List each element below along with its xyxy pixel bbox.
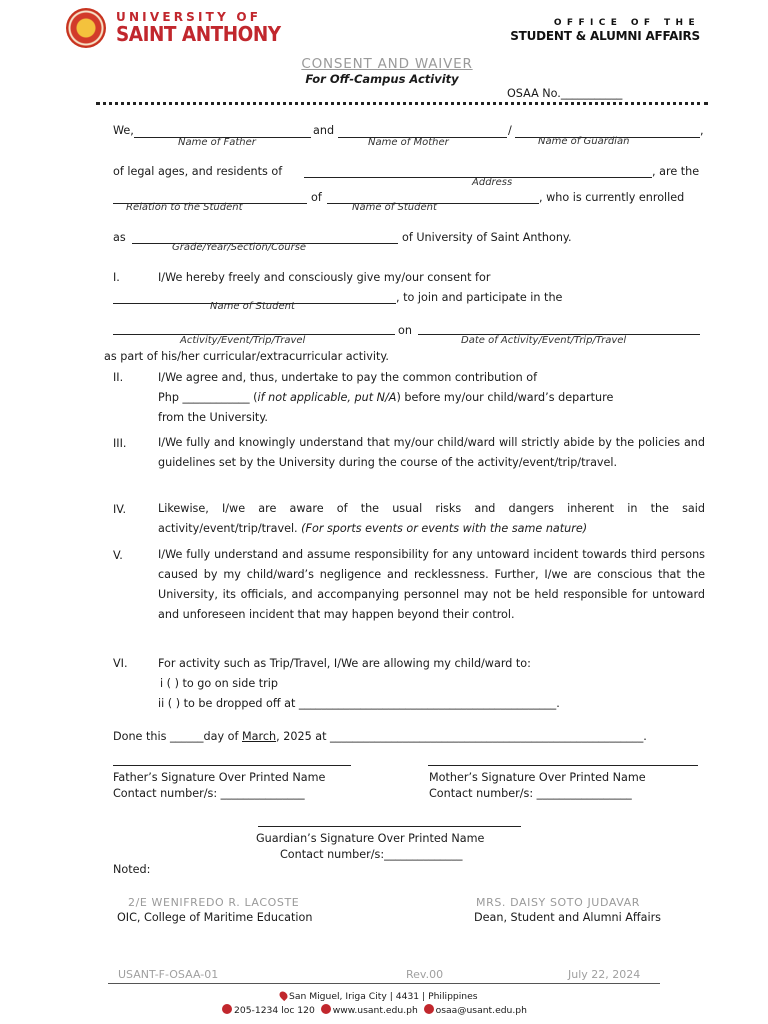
university-prefix: UNIVERSITY OF	[116, 10, 262, 24]
caption-father: Name of Father	[178, 137, 256, 148]
guardian-signature-label: Guardian’s Signature Over Printed Name	[256, 832, 485, 845]
done-suffix: , 2025 at ________________________________________________________.	[276, 730, 647, 743]
noted-left-title: OIC, College of Maritime Education	[117, 911, 313, 924]
university-seal-icon	[66, 8, 106, 48]
section-1-caption-student: Name of Student	[210, 301, 295, 312]
document-title: CONSENT AND WAIVER	[301, 56, 473, 72]
section-2-line-2	[158, 391, 705, 404]
father-signature-label: Father’s Signature Over Printed Name	[113, 771, 326, 784]
intro-are-the: , are the	[652, 165, 700, 178]
section-2-line-3: from the University.	[158, 411, 268, 424]
section-2-php: Php ____________ (	[158, 391, 258, 404]
form-code: USANT-F-OSAA-01	[118, 968, 219, 981]
intro-currently-enrolled: , who is currently enrolled	[539, 191, 685, 204]
mother-signature-line[interactable]	[428, 765, 698, 766]
father-signature-line[interactable]	[113, 765, 351, 766]
caption-address: Address	[472, 177, 513, 188]
caption-activity-date: Date of Activity/Event/Trip/Travel	[461, 335, 627, 346]
section-1-part-of: as part of his/her curricular/extracurricular activity.	[104, 350, 389, 363]
location-pin-icon	[278, 990, 289, 1001]
footer-divider	[108, 983, 660, 984]
section-6-text: For activity such as Trip/Travel, I/We are allowing my child/ward to:	[158, 657, 531, 670]
caption-mother: Name of Mother	[368, 137, 449, 148]
intro-legal-ages: of legal ages, and residents of	[113, 165, 283, 178]
section-3-text: I/We fully and knowingly understand that my/our child/ward will strictly abide by the policies and guidelines set by the University during the course of the activity/event/trip/travel.	[158, 436, 705, 469]
section-1-on: on	[398, 324, 412, 337]
section-6-option-1[interactable]: i ( ) to go on side trip	[160, 677, 278, 690]
form-revision: Rev.00	[406, 968, 444, 981]
guardian-contact: Contact number/s:______________	[280, 848, 463, 861]
section-2-na: if not applicable, put N/A	[257, 391, 397, 404]
globe-icon	[321, 1004, 331, 1014]
father-contact: Contact number/s: _______________	[113, 787, 305, 800]
footer-email[interactable]: osaa@usant.edu.ph	[435, 1005, 527, 1016]
office-name: STUDENT & ALUMNI AFFAIRS	[510, 29, 700, 43]
mother-contact: Contact number/s: _________________	[429, 787, 632, 800]
osaa-number: OSAA No.___________	[507, 87, 623, 100]
section-4-italic: (For sports events or events with the same nature)	[301, 522, 588, 535]
section-5-text: I/We fully understand and assume responsibility for any untoward incident towards third persons caused by my child/ward’s negligence and recklessness. Further, I/we are conscious that the University, its officials, and accompanying personnel may not be held responsible for untoward and unforeseen incident that may happen beyond their control.	[158, 548, 705, 621]
office-prefix: OFFICE OF THE	[553, 18, 700, 28]
section-2-rest: ) before my/our child/ward’s departure	[396, 391, 614, 404]
document-subtitle: For Off-Campus Activity	[305, 72, 459, 86]
mother-signature-label: Mother’s Signature Over Printed Name	[429, 771, 646, 784]
caption-grade: Grade/Year/Section/Course	[172, 242, 307, 253]
section-4-number: IV.	[113, 503, 127, 516]
intro-as: as	[113, 231, 126, 244]
section-1-number: I.	[113, 271, 120, 284]
form-date: July 22, 2024	[568, 968, 641, 981]
done-prefix: Done this ______day of	[113, 730, 242, 743]
noted-left-name: 2/E WENIFREDO R. LACOSTE	[128, 896, 300, 909]
intro-slash: /	[508, 124, 512, 137]
caption-student: Name of Student	[352, 202, 437, 213]
section-2-line-1: I/We agree and, thus, undertake to pay the common contribution of	[158, 371, 538, 384]
email-icon	[424, 1004, 434, 1014]
footer-address-text: San Miguel, Iriga City | 4431 | Philippines	[289, 991, 478, 1002]
section-6-option-2[interactable]: ii ( ) to be dropped off at ______________________________________________.	[158, 697, 560, 710]
footer-website[interactable]: www.usant.edu.ph	[332, 1005, 418, 1016]
caption-activity: Activity/Event/Trip/Travel	[180, 335, 306, 346]
guardian-signature-line[interactable]	[258, 826, 521, 827]
phone-icon	[222, 1004, 232, 1014]
footer-contacts	[222, 1004, 527, 1016]
section-4-text	[158, 499, 705, 539]
done-line	[113, 730, 647, 743]
header-divider	[96, 102, 708, 105]
caption-relation: Relation to the Student	[126, 202, 243, 213]
section-2-number: II.	[113, 371, 124, 384]
noted-right-title: Dean, Student and Alumni Affairs	[474, 911, 662, 924]
section-5-number: V.	[113, 549, 123, 562]
intro-comma: ,	[700, 124, 704, 137]
noted-right-name: MRS. DAISY SOTO JUDAVAR	[476, 896, 641, 909]
intro-we: We,	[113, 124, 134, 137]
section-6-number: VI.	[113, 657, 128, 670]
caption-guardian: Name of Guardian	[538, 136, 630, 147]
noted-label: Noted:	[113, 863, 151, 876]
section-3-number: III.	[113, 437, 127, 450]
intro-of: of	[311, 191, 322, 204]
footer-address	[280, 991, 478, 1002]
section-1-text: I/We hereby freely and consciously give my/our consent for	[158, 271, 491, 284]
done-month: March	[242, 730, 277, 743]
intro-and: and	[313, 124, 335, 137]
footer-phone: 205-1234 loc 120	[234, 1005, 315, 1016]
section-4-body: Likewise, I/we are aware of the usual risks and dangers inherent in the said activity/event/trip/travel.	[158, 502, 705, 535]
section-1-join: , to join and participate in the	[396, 291, 563, 304]
intro-of-university: of University of Saint Anthony.	[402, 231, 572, 244]
university-name: SAINT ANTHONY	[116, 22, 281, 46]
